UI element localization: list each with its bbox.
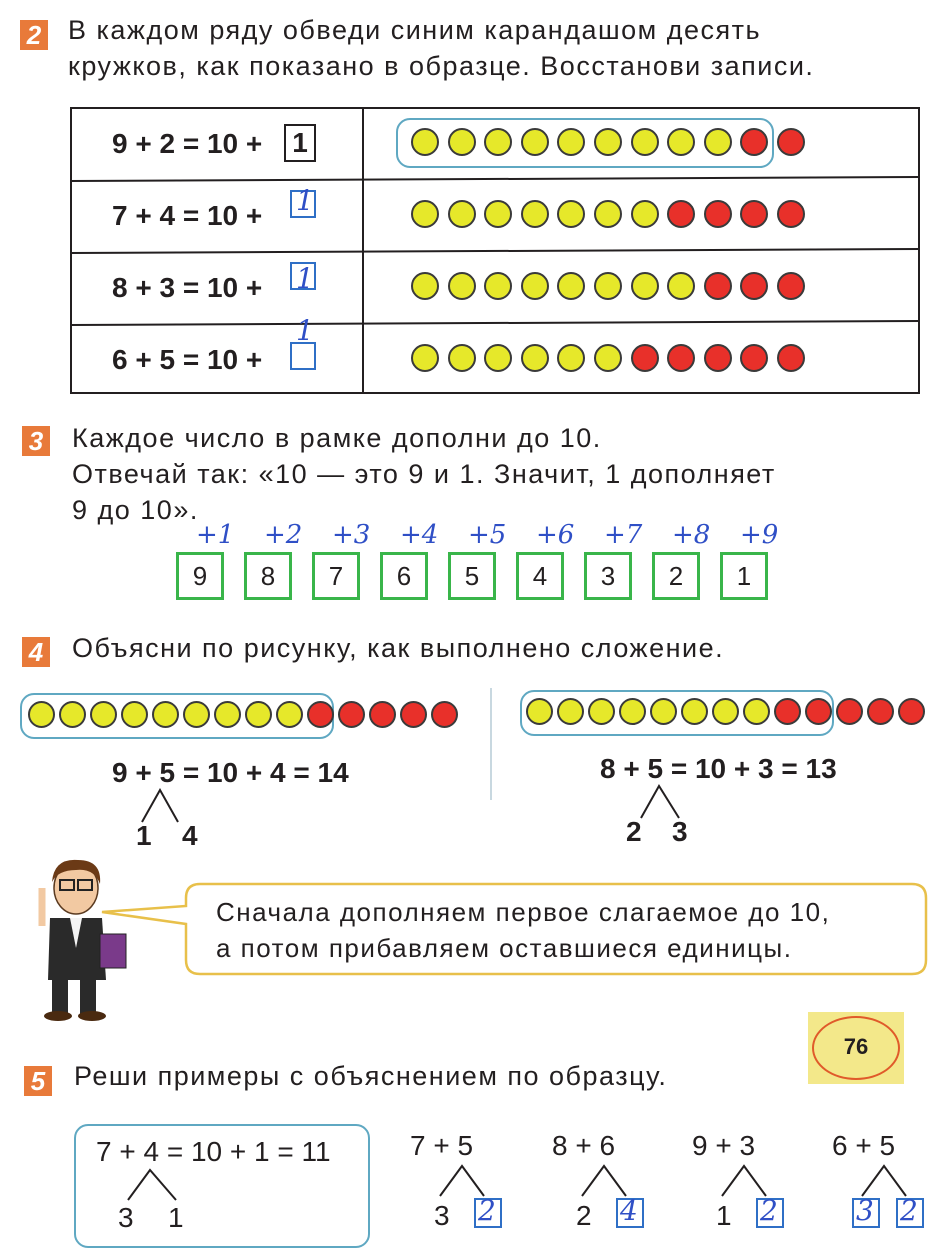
task-4-badge: 4 [22, 637, 50, 667]
task-5-example-3-split-a: 1 [716, 1200, 732, 1231]
yellow-circle [704, 128, 732, 156]
yellow-circle [667, 272, 695, 300]
task-2-row-3-expression: 8 + 3 = 10 + [112, 272, 263, 303]
page-number: 76 [843, 1034, 869, 1059]
task-4-right-split-a: 2 [626, 816, 642, 847]
task-5-example-1-split-a: 3 [434, 1200, 450, 1231]
task-5-example-3-expression: 9 + 3 [692, 1130, 756, 1161]
yellow-circle [448, 344, 476, 372]
task-4-left-split-lines [138, 788, 198, 824]
yellow-circle [484, 128, 512, 156]
task-4-right-yellow-circle [619, 698, 646, 725]
task-4-left-red-circle [307, 701, 334, 728]
task-4-left-yellow-circle [245, 701, 272, 728]
task-3-box-7: 3 [584, 552, 632, 600]
yellow-circle [521, 200, 549, 228]
task-3-text-line2: Отвечай так: «10 — это 9 и 1. Значит, 1 дополняет [72, 459, 776, 489]
task-5-example-4-split-a: 3 [856, 1194, 874, 1227]
red-circle [704, 200, 732, 228]
task-2-row-3-answer: 1 [296, 262, 314, 295]
yellow-circle [484, 272, 512, 300]
yellow-circle [448, 128, 476, 156]
task-2-badge: 2 [20, 20, 48, 50]
task-5-sample-split-a: 3 [118, 1202, 134, 1233]
task-4-right-yellow-circle [557, 698, 584, 725]
task-3-box-1: 9 [176, 552, 224, 600]
task-3-hint-5: +5 [468, 520, 507, 550]
task-4-right-red-circle [898, 698, 925, 725]
task-4-left-red-circle [338, 701, 365, 728]
task-4-right-equation: 8 + 5 = 10 + 3 = 13 [600, 753, 837, 784]
task-4-left-yellow-circle [121, 701, 148, 728]
task-4-divider [490, 688, 492, 800]
task-3-box-8: 2 [652, 552, 700, 600]
task-5-example-2-expression: 8 + 6 [552, 1130, 616, 1161]
task-2-row-1-expression: 9 + 2 = 10 + [112, 128, 263, 159]
speech-line1: Сначала дополняем первое слагаемое до 10, [216, 897, 831, 927]
task-4-left-yellow-circle [214, 701, 241, 728]
red-circle [704, 344, 732, 372]
yellow-circle [594, 200, 622, 228]
task-4-right-yellow-circle [743, 698, 770, 725]
task-5-example-2-split-a: 2 [576, 1200, 592, 1231]
task-4-left-yellow-circle [276, 701, 303, 728]
task-5-sample-equation: 7 + 4 = 10 + 1 = 11 [96, 1136, 331, 1167]
speech-line2: а потом прибавляем оставшиеся единицы. [216, 933, 793, 963]
task-5-example-4-split-lines [860, 1164, 920, 1198]
task-3-box-3: 7 [312, 552, 360, 600]
task-3-hint-7: +7 [604, 520, 643, 550]
task-3-hint-4: +4 [400, 520, 439, 550]
task-3-box-4: 6 [380, 552, 428, 600]
red-circle [777, 272, 805, 300]
yellow-circle [484, 344, 512, 372]
task-3-hint-1: +1 [196, 520, 235, 550]
yellow-circle [631, 128, 659, 156]
task-3-box-6: 4 [516, 552, 564, 600]
task-2-row-4-answer: 1 [296, 314, 314, 347]
task-4-left-equation: 9 + 5 = 10 + 4 = 14 [112, 757, 349, 788]
task-4-right-split-b: 3 [672, 816, 688, 847]
task-5-example-4-split-b: 2 [900, 1194, 918, 1227]
task-2-row-1-answer: 1 [284, 124, 316, 162]
task-3-box-9: 1 [720, 552, 768, 600]
page-number-badge [808, 1012, 904, 1084]
task-4-right-red-circle [774, 698, 801, 725]
task-4-left-yellow-circle [90, 701, 117, 728]
red-circle [667, 200, 695, 228]
task-4-right-yellow-circle [681, 698, 708, 725]
task-5-example-1-split-lines [438, 1164, 498, 1198]
task-4-right-yellow-circle [650, 698, 677, 725]
red-circle [777, 200, 805, 228]
task-4-right-split-lines [637, 784, 697, 820]
yellow-circle [631, 200, 659, 228]
task-3-badge: 3 [22, 426, 50, 456]
task-2-row-2-answer: 1 [296, 184, 314, 217]
yellow-circle [411, 200, 439, 228]
yellow-circle [667, 128, 695, 156]
task-4-right-yellow-circle [588, 698, 615, 725]
task-3-text-line1: Каждое число в рамке дополни до 10. [72, 423, 602, 453]
task-3-hint-3: +3 [332, 520, 371, 550]
task-2-row-4-expression: 6 + 5 = 10 + [112, 344, 263, 375]
task-5-badge: 5 [24, 1066, 52, 1096]
task-4-left-split-a: 1 [136, 820, 152, 851]
task-4-left-yellow-circle [28, 701, 55, 728]
task-3-hint-8: +8 [672, 520, 711, 550]
yellow-circle [411, 272, 439, 300]
task-5-example-1-expression: 7 + 5 [410, 1130, 474, 1161]
yellow-circle [484, 200, 512, 228]
yellow-circle [521, 128, 549, 156]
red-circle [667, 344, 695, 372]
task-5-sample-split-b: 1 [168, 1202, 184, 1233]
task-2-text-line2: кружков, как показано в образце. Восстанови записи. [68, 51, 815, 81]
task-2-row-2-expression: 7 + 4 = 10 + [112, 200, 263, 231]
task-3-box-2: 8 [244, 552, 292, 600]
red-circle [631, 344, 659, 372]
task-2-text-line1: В каждом ряду обведи синим карандашом десять [68, 15, 762, 45]
yellow-circle [631, 272, 659, 300]
task-5-sample-split-lines [126, 1168, 186, 1204]
task-4-left-red-circle [431, 701, 458, 728]
task-4-left-split-b: 4 [182, 820, 198, 851]
task-4-right-red-circle [867, 698, 894, 725]
red-circle [777, 344, 805, 372]
task-5-example-3-split-b: 2 [760, 1194, 778, 1227]
task-3-hint-9: +9 [740, 520, 779, 550]
red-circle [777, 128, 805, 156]
task-4-left-yellow-circle [152, 701, 179, 728]
task-5-example-4-expression: 6 + 5 [832, 1130, 896, 1161]
yellow-circle [594, 272, 622, 300]
task-4-text: Объясни по рисунку, как выполнено сложение. [72, 633, 725, 663]
task-4-left-red-circle [400, 701, 427, 728]
task-4-left-yellow-circle [183, 701, 210, 728]
task-5-example-2-split-lines [580, 1164, 640, 1198]
task-5-example-3-split-lines [720, 1164, 780, 1198]
task-4-left-yellow-circle [59, 701, 86, 728]
yellow-circle [448, 200, 476, 228]
task-4-right-red-circle [805, 698, 832, 725]
task-4-right-yellow-circle [526, 698, 553, 725]
yellow-circle [594, 344, 622, 372]
task-3-box-5: 5 [448, 552, 496, 600]
task-4-right-yellow-circle [712, 698, 739, 725]
task-4-left-red-circle [369, 701, 396, 728]
task-5-text: Реши примеры с объяснением по образцу. [74, 1061, 668, 1091]
yellow-circle [411, 128, 439, 156]
yellow-circle [521, 272, 549, 300]
yellow-circle [448, 272, 476, 300]
yellow-circle [594, 128, 622, 156]
task-5-example-2-split-b: 4 [620, 1194, 638, 1227]
task-3-text-line3: 9 до 10». [72, 495, 199, 525]
red-circle [704, 272, 732, 300]
yellow-circle [411, 344, 439, 372]
task-5-example-1-split-b: 2 [478, 1194, 496, 1227]
task-3-hint-6: +6 [536, 520, 575, 550]
task-3-hint-2: +2 [264, 520, 303, 550]
yellow-circle [521, 344, 549, 372]
task-4-right-red-circle [836, 698, 863, 725]
